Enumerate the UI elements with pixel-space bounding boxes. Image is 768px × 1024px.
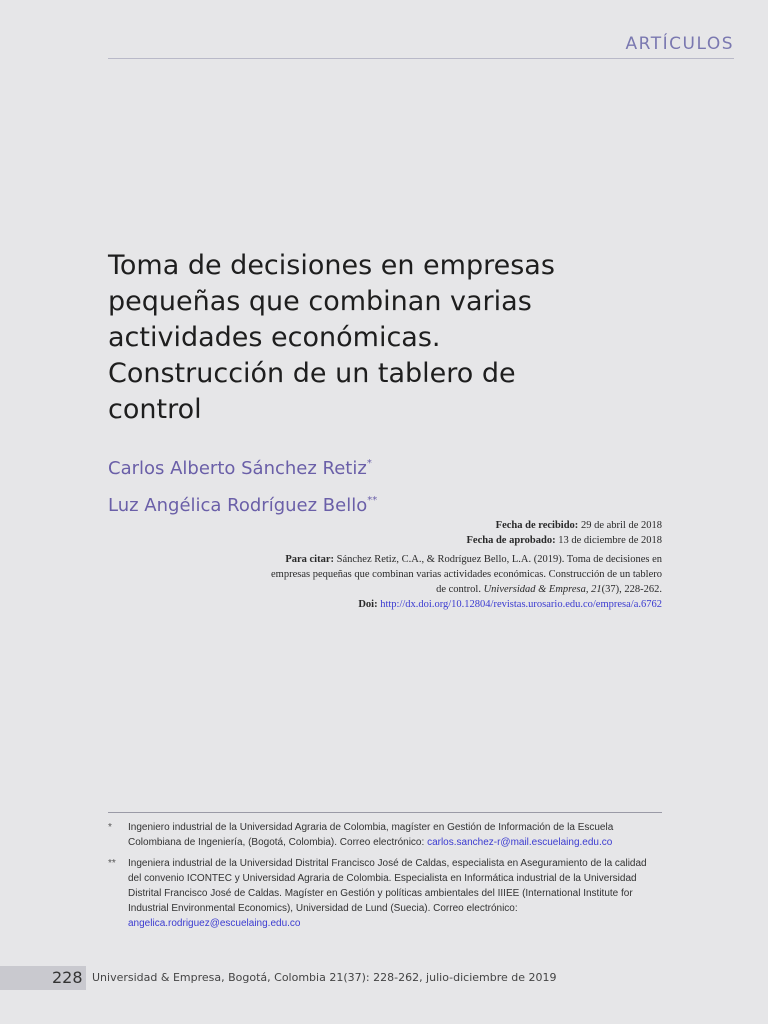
citation-label: Para citar:: [285, 554, 334, 565]
received-date: [467, 518, 663, 533]
section-label: ARTÍCULOS: [625, 34, 734, 54]
page-number: 228: [52, 968, 83, 987]
author-footnote-mark[interactable]: **: [367, 495, 378, 506]
received-value: 29 de abril de 2018: [580, 520, 662, 531]
footnote-text: Ingeniero industrial de la Universidad Agraria de Colombia, magíster en Gestión de Información de la Escuela Colombiana de Ingeniería, (Bogotá, Colombia). Correo electrónico:: [128, 822, 614, 848]
footnote-rule: [108, 812, 662, 813]
author-2: [108, 485, 377, 522]
received-label: Fecha de recibido:: [495, 520, 579, 531]
author-1: [108, 448, 377, 485]
doi-link[interactable]: http://dx.doi.org/10.12804/revistas.urosario.edu.co/empresa/a.6762: [380, 599, 662, 610]
citation-text: Sánchez Retiz, C.A., & Rodríguez Bello, L.A. (2019). Toma de decisiones en empresas pequeñas que combinan varias actividades económicas. Construcción de un tablero de control.: [271, 554, 662, 595]
author-list: [108, 448, 377, 522]
footnote-mark: **: [108, 858, 116, 869]
author-name: Luz Angélica Rodríguez Bello: [108, 495, 368, 516]
article-dates: [467, 518, 663, 548]
doi-label: Doi:: [358, 599, 378, 610]
approved-date: [467, 533, 663, 548]
article-title: Toma de decisiones en empresas pequeñas que combinan varias actividades económicas. Construcción de un tablero de control: [108, 250, 555, 425]
footnote-email[interactable]: carlos.sanchez-r@mail.escuelaing.edu.co: [427, 837, 613, 848]
footnote-mark: *: [108, 822, 112, 833]
approved-value: 13 de diciembre de 2018: [558, 535, 662, 546]
footnote-2: [108, 856, 662, 931]
author-name: Carlos Alberto Sánchez Retiz: [108, 458, 367, 479]
citation-issue: (37), 228-262.: [601, 584, 662, 595]
citation-journal: Universidad & Empresa, 21: [483, 584, 602, 595]
footnote-1: [108, 820, 662, 850]
footnote-email[interactable]: angelica.rodriguez@escuelaing.edu.co: [128, 918, 301, 929]
running-footer: Universidad & Empresa, Bogotá, Colombia 21(37): 228-262, julio-diciembre de 2019: [92, 971, 557, 984]
author-footnote-mark[interactable]: *: [366, 458, 372, 469]
citation-block: [262, 552, 662, 612]
header-rule: [108, 58, 734, 59]
footnote-text: Ingeniera industrial de la Universidad Distrital Francisco José de Caldas, especialista en Aseguramiento de la calidad del convenio ICONTEC y Universidad Agraria de Colombia. Especialista en Informática industrial de la Universidad Distrital Francisco José de Caldas. Magíster en Gestión y políticas ambientales del IIIEE (International Institute for Industrial Environmental Economics), Universidad de Lund (Suecia). Correo electrónico:: [128, 858, 647, 914]
approved-label: Fecha de aprobado:: [466, 535, 556, 546]
